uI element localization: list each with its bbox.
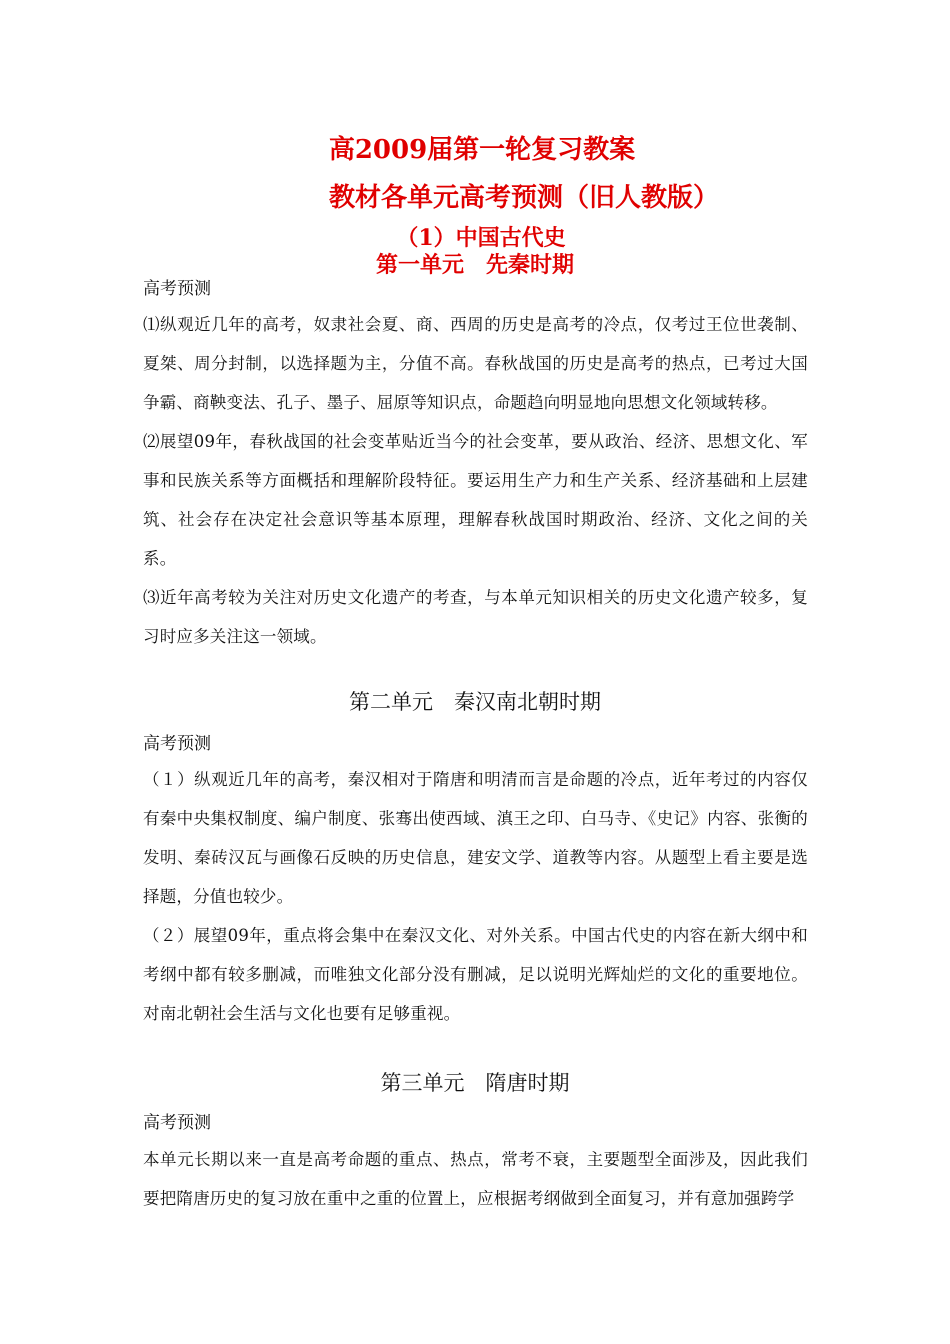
- section-title: （1）中国古代史: [396, 225, 566, 251]
- unit3-heading: 第三单元 隋唐时期: [380, 1071, 570, 1095]
- document-subtitle: 教材各单元高考预测（旧人教版）: [328, 183, 719, 213]
- unit2-paragraph-1: （１）纵观近几年的高考，秦汉相对于隋唐和明清而言是命题的冷点，近年考过的内容仅有秦中央集权制度、编户制度、张骞出使西域、滇王之印、白马寺、《史记》内容、张衡的发明、秦砖汉瓦与画像石反映的历史信息，建安文学、道教等内容。从题型上看主要是选择题，分值也较少。: [143, 770, 808, 906]
- unit1-paragraph-3: ⑶近年高考较为关注对历史文化遗产的考查，与本单元知识相关的历史文化遗产较多，复习时应多关注这一领域。: [143, 588, 808, 646]
- unit2-label: 高考预测: [143, 734, 211, 754]
- unit1-label: 高考预测: [143, 279, 211, 299]
- unit3-paragraph-1: 本单元长期以来一直是高考命题的重点、热点，常考不衰，主要题型全面涉及，因此我们要把隋唐历史的复习放在重中之重的位置上，应根据考纲做到全面复习，并有意加强跨学: [143, 1150, 808, 1208]
- unit3-label: 高考预测: [143, 1113, 211, 1133]
- unit2-paragraph-2: （２）展望09年，重点将会集中在秦汉文化、对外关系。中国古代史的内容在新大纲中和考纲中都有较多删减，而唯独文化部分没有删减，足以说明光辉灿烂的文化的重要地位。对南北朝社会生活与文化也要有足够重视。: [143, 926, 808, 1023]
- unit1-paragraph-1: ⑴纵观近几年的高考，奴隶社会夏、商、西周的历史是高考的冷点，仅考过王位世袭制、夏桀、周分封制，以选择题为主，分值不高。春秋战国的历史是高考的热点，已考过大国争霸、商鞅变法、孔子、墨子、屈原等知识点，命题趋向明显地向思想文化领域转移。: [143, 315, 808, 412]
- unit1-paragraph-2: ⑵展望09年，春秋战国的社会变革贴近当今的社会变革，要从政治、经济、思想文化、军事和民族关系等方面概括和理解阶段特征。要运用生产力和生产关系、经济基础和上层建筑、社会存在决定社会意识等基本原理，理解春秋战国时期政治、经济、文化之间的关系。: [143, 432, 808, 568]
- unit2-heading: 第二单元 秦汉南北朝时期: [349, 690, 601, 714]
- unit1-heading: 第一单元 先秦时期: [375, 252, 574, 278]
- document-title: 高2009届第一轮复习教案: [328, 135, 636, 165]
